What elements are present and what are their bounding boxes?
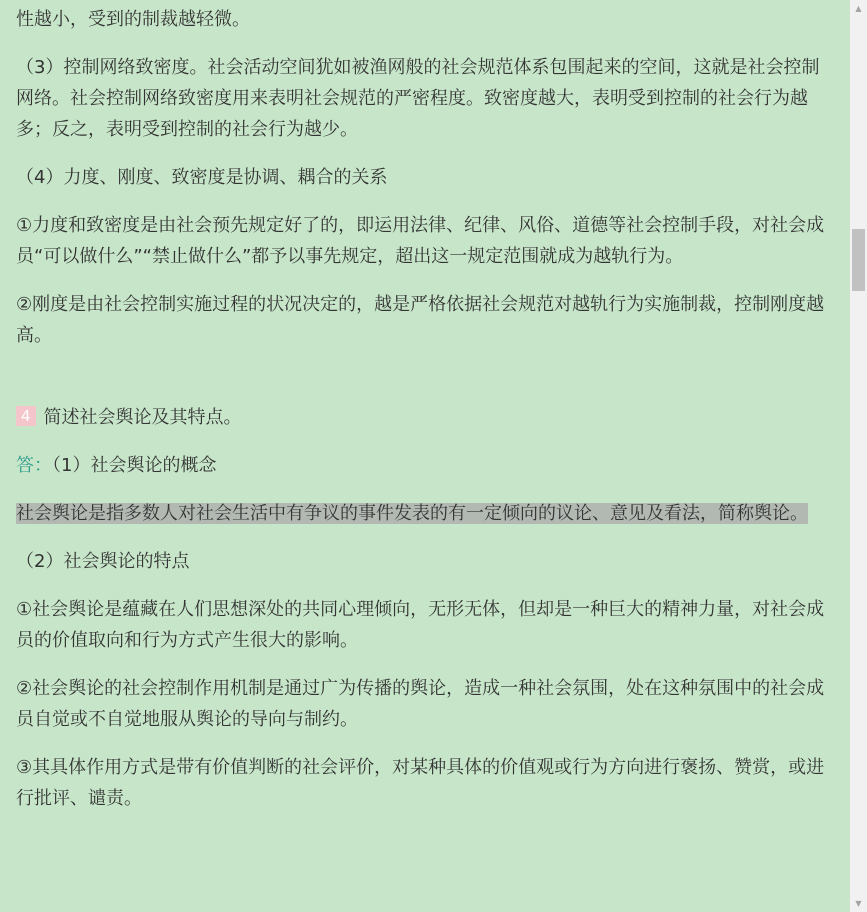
scroll-down-arrow-icon[interactable]: ▼ [855,899,862,908]
answer-heading [16,450,836,481]
scrollbar-thumb[interactable] [852,229,865,291]
question-text: 简述社会舆论及其特点。 [43,407,242,428]
vertical-scrollbar[interactable] [850,0,867,912]
answer-definition[interactable] [16,498,836,529]
highlighted-definition-text[interactable]: 社会舆论是指多数人对社会生活中有争议的事件发表的有一定倾向的议论、意见及看法，简称舆论。 [16,503,808,524]
paragraph-control-severity-end: 性越小，受到的制裁越轻微。 [16,9,250,30]
answer-feature-1: ①社会舆论是蕴藏在人们思想深处的共同心理倾向，无形无体，但却是一种巨大的精神力量，对社会成员的价值取向和行为方式产生很大的影响。 [16,599,825,651]
paragraph-rigidity: ②刚度是由社会控制实施过程的状况决定的，越是严格依据社会规范对越轨行为实施制裁，控制刚度越高。 [16,294,825,346]
answer-features-heading: （2）社会舆论的特点 [16,551,190,572]
paragraph-network-density: （3）控制网络致密度。社会活动空间犹如被渔网般的社会规范体系包围起来的空间，这就是社会控制网络。社会控制网络致密度用来表明社会规范的严密程度。致密度越大，表明受到控制的社会行为越多；反之，表明受到控制的社会行为越少。 [16,57,820,140]
scroll-up-arrow-icon[interactable]: ▲ [855,4,862,13]
question-heading [16,402,836,433]
question-number-badge: 4 [16,406,36,426]
paragraph-coupling-relation: （4）力度、刚度、致密度是协调、耦合的关系 [16,167,388,188]
paragraph-force-density: ①力度和致密度是由社会预先规定好了的，即运用法律、纪律、风俗、道德等社会控制手段，对社会成员“可以做什么”“禁止做什么”都予以事先规定，超出这一规定范围就成为越轨行为。 [16,215,825,267]
section-spacer [16,368,836,402]
answer-feature-2: ②社会舆论的社会控制作用机制是通过广为传播的舆论，造成一种社会氛围，处在这种氛围中的社会成员自觉或不自觉地服从舆论的导向与制约。 [16,678,825,730]
answer-feature-3: ③其具体作用方式是带有价值判断的社会评价，对某种具体的价值观或行为方向进行褒扬、赞赏，或进行批评、谴责。 [16,757,825,809]
answer-label: 答： [16,455,52,476]
document-content [16,4,836,831]
answer-concept-heading: （1）社会舆论的概念 [52,455,217,476]
